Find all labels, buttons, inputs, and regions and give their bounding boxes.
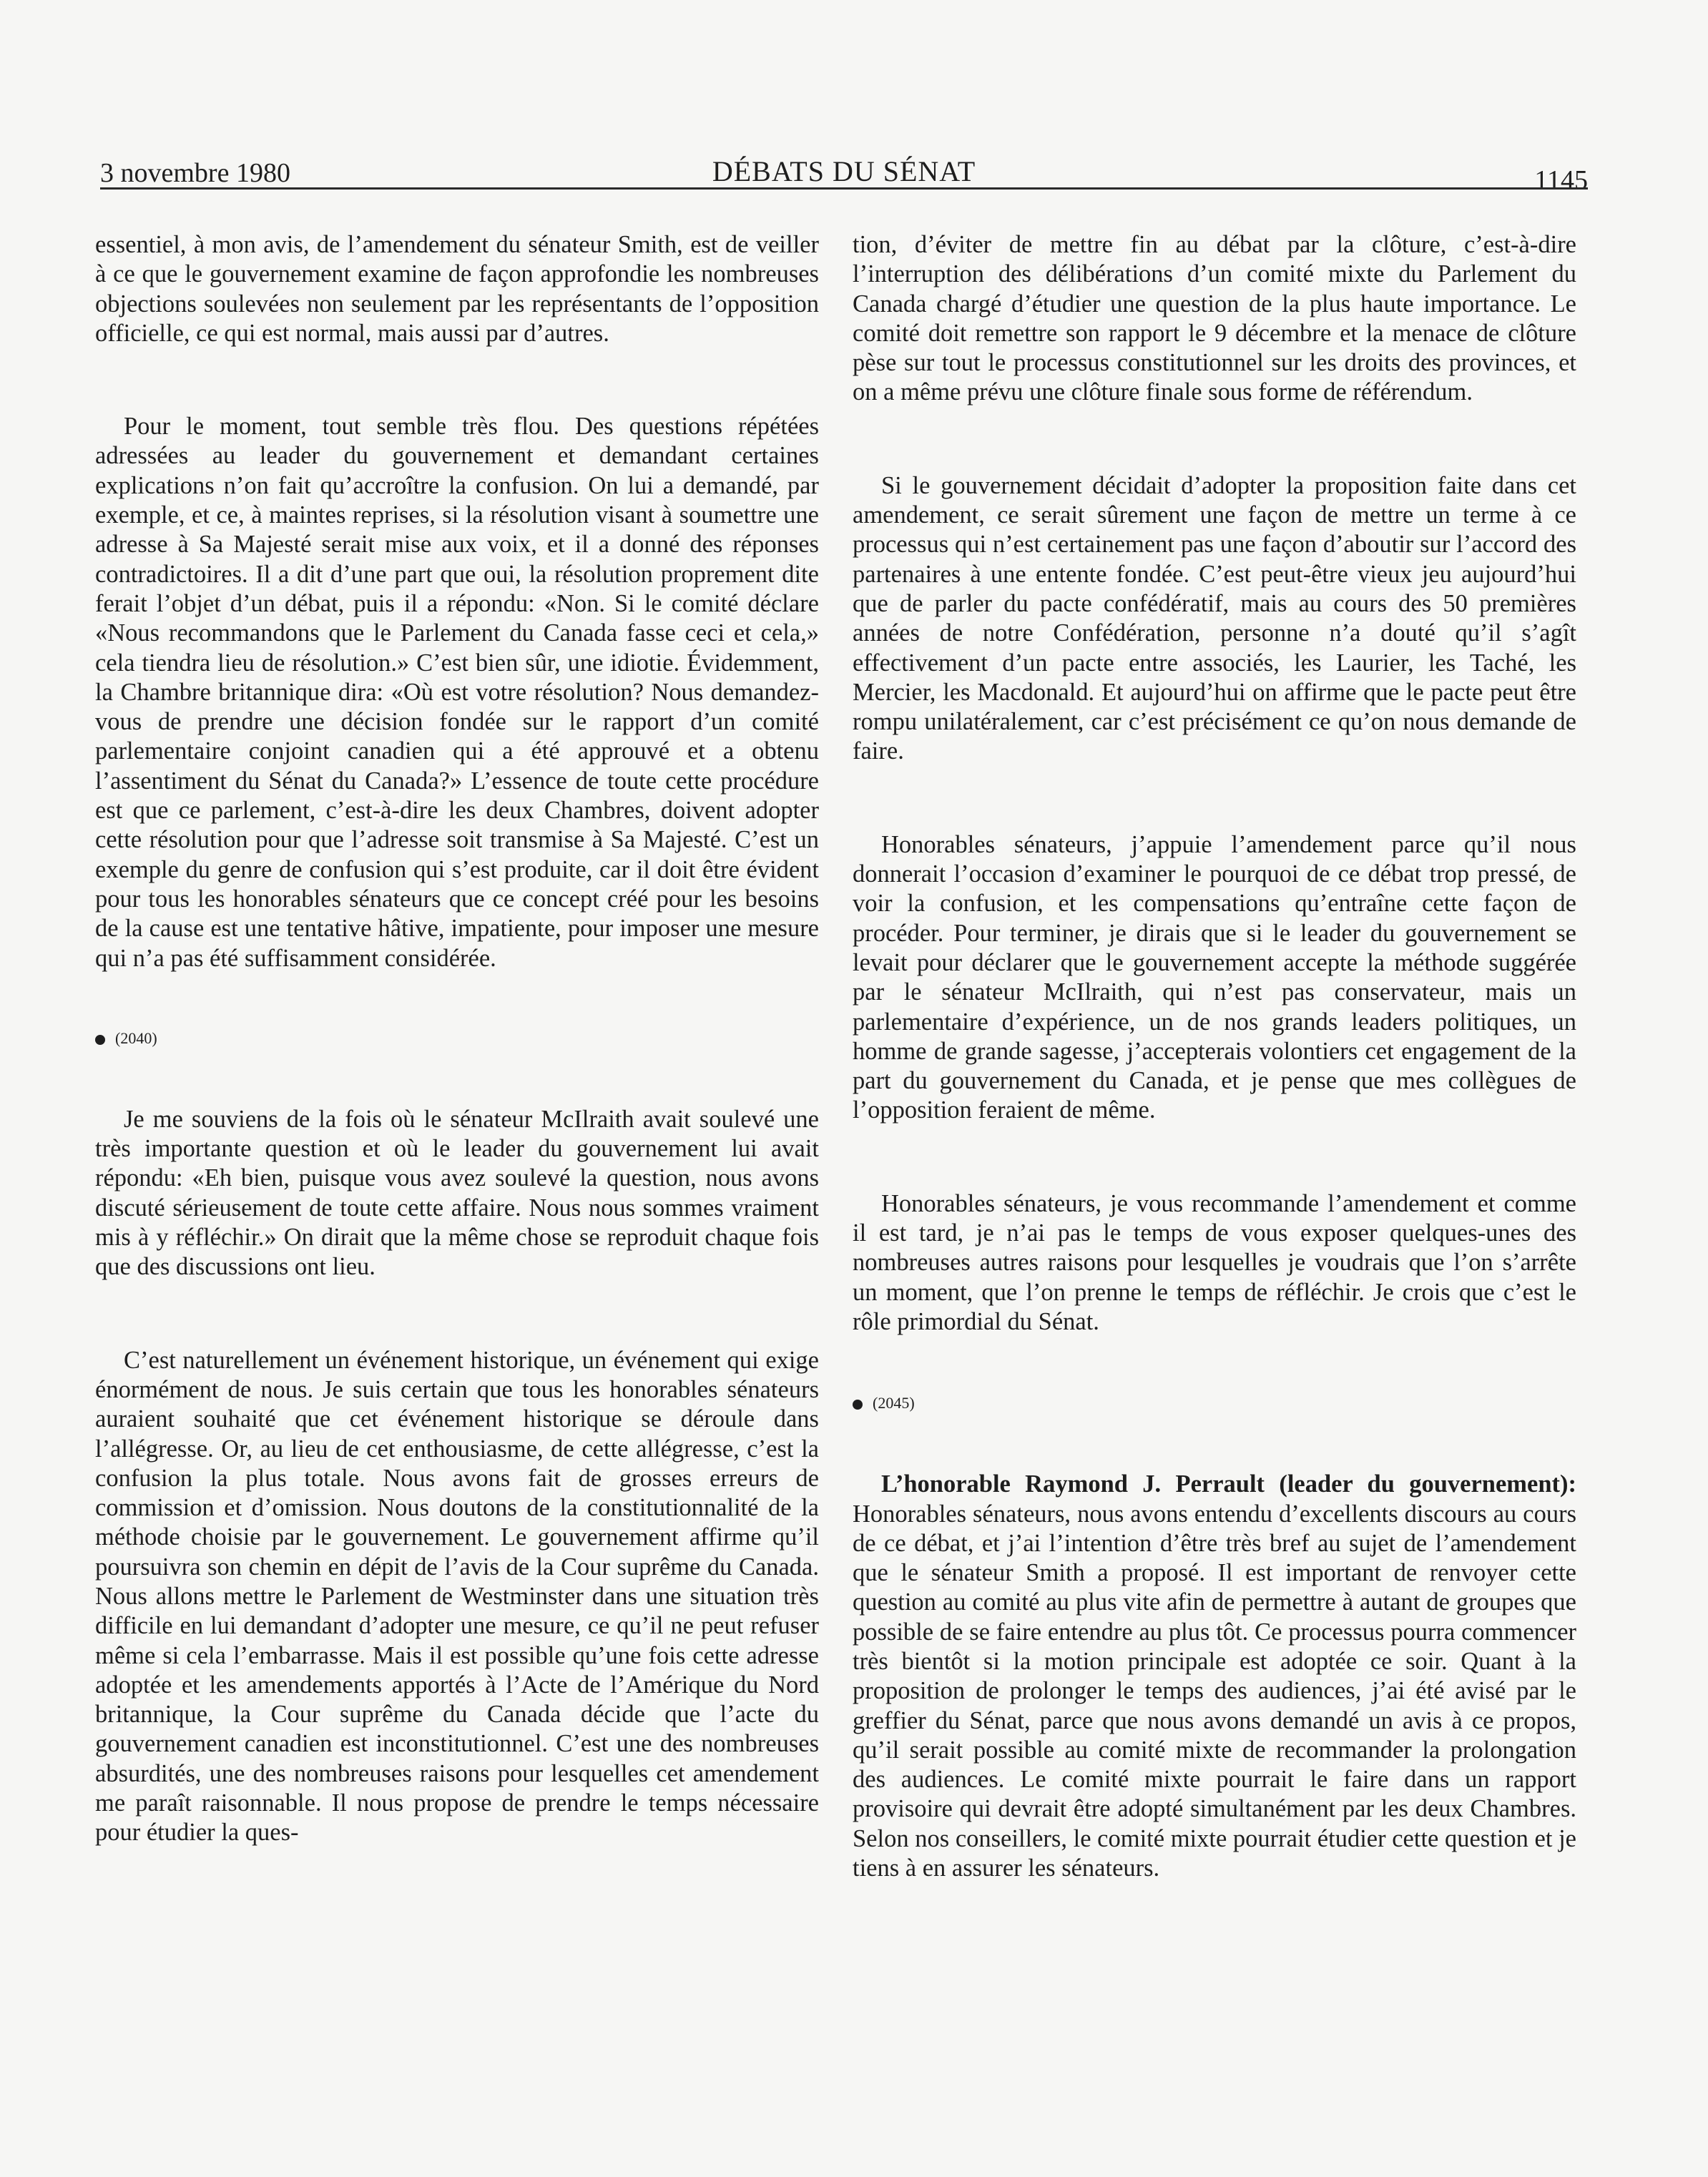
speaker-name: L’honorable Raymond J. Perrault (leader du gouvernement): (881, 1470, 1576, 1498)
paragraph: Honorables sénateurs, je vous recommande l’amendement et comme il est tard, je n’ai pas le temps de vous exposer quelques-unes des nombreuses autres raisons pour lesquelles je voudrais que l’on s’arrête un moment, que l’on prenne le temps de réfléchir. Je crois que c’est le rôle primordial du Sénat. (853, 1189, 1576, 1335)
time-marker-label: (2040) (115, 1028, 157, 1047)
header-date: 3 novembre 1980 (100, 158, 290, 188)
header-rule (100, 187, 1588, 190)
bullet-icon (853, 1400, 863, 1410)
header-title: DÉBATS DU SÉNAT (712, 155, 976, 187)
right-column (853, 230, 1576, 1883)
paragraph: Je me souviens de la fois où le sénateur McIlraith avait soulevé une très importante question et où le leader du gouvernement lui avait répondu: «Eh bien, puisque vous avez soulevé la question, nous avons discuté sérieusement de toute cette affaire. Nous nous sommes vraiment mis à y réfléchir.» On dirait que la même chose se reproduit chaque fois que des discussions ont lieu. (95, 1105, 819, 1281)
time-marker-label: (2045) (873, 1394, 915, 1412)
time-marker (853, 1392, 1576, 1414)
page-number: 1145 (1534, 165, 1588, 195)
speech-text: Honorables sénateurs, nous avons entendu d’excellents discours au cours de ce débat, et j’ai l’intention d’être très bref au sujet de l’amendement que le sénateur Smith a proposé. Il est important de renvoyer cette question au comité au plus vite afin de permettre à autant de groupes que possible de se faire entendre au plus tôt. Ce processus pourra commencer très bientôt si la motion principale est adoptée ce soir. Quant à la proposition de prolonger le temps des audiences, j’ai été avisé par le greffier du Sénat, parce que nous avons demandé un avis à ce propos, qu’il serait possible au comité mixte de recommander la prolongation des audiences. Le comité mixte pourrait le faire dans un rapport provisoire qui devrait être adopté simultanément par les deux Chambres. Selon nos conseillers, le comité mixte pourrait étudier cette question et je tiens à en assurer les sénateurs. (853, 1500, 1576, 1882)
paragraph: Honorables sénateurs, j’appuie l’amendement parce qu’il nous donnerait l’occasion d’examiner le pourquoi de ce débat trop pressé, de voir la confusion, et les compensations qu’entraîne cette façon de procéder. Pour terminer, je dirais que si le leader du gouvernement se levait pour déclarer que le gouvernement accepte la méthode suggérée par le sénateur McIlraith, qui n’est pas conservateur, mais un parlementaire d’expérience, un de nos grands leaders politiques, un homme de grande sagesse, j’accepterais volontiers cet engagement de la part du gouvernement du Canada, et je pense que mes collègues de l’opposition feraient de même. (853, 830, 1576, 1124)
left-column (95, 230, 819, 1848)
paragraph: C’est naturellement un événement historique, un événement qui exige énormément de nous. Je suis certain que tous les honorables sénateurs auraient souhaité que cet événement historique se déroule dans l’allégresse. Or, au lieu de cet enthousiasme, de cette allégresse, c’est la confusion la plus totale. Nous avons fait de grosses erreurs de commission et d’omission. Nous doutons de la constitutionnalité de la méthode choisie par le gouvernement. Le gouvernement affirme qu’il poursuivra son chemin en dépit de l’avis de la Cour suprême du Canada. Nous allons mettre le Parlement de Westminster dans une situation très difficile en lui demandant d’adopter une mesure, ce qu’il ne peut refuser même si cela l’embarrasse. Mais il est possible qu’une fois cette adresse adoptée et les amendements apportés à l’Acte de l’Amérique du Nord britannique, la Cour suprême du Canada décide que l’acte du gouvernement canadien est inconstitutionnel. C’est une des nombreuses absurdités, une des nombreuses raisons pour lesquelles cet amendement me paraît raisonnable. Il nous propose de prendre le temps nécessaire pour étudier la ques- (95, 1346, 819, 1847)
bullet-icon (95, 1035, 105, 1045)
time-marker (95, 1028, 819, 1049)
paragraph (853, 1470, 1576, 1883)
paragraph: Pour le moment, tout semble très flou. Des questions répétées adressées au leader du gouvernement et demandant certaines explications n’on fait qu’accroître la confusion. On lui a demandé, par exemple, et ce, à maintes reprises, si la résolution visant à soumettre une adresse à Sa Majesté serait mise aux voix, et il a donné des réponses contradictoires. Il a dit d’une part que oui, la résolution proprement dite ferait l’objet d’un débat, puis il a répondu: «Non. Si le comité déclare «Nous recommandons que le Parlement du Canada fasse ceci et cela,» cela tiendra lieu de résolution.» C’est bien sûr, une idiotie. Évidemment, la Chambre britannique dira: «Où est votre résolution? Nous demandez-vous de prendre une décision fondée sur le rapport d’un comité parlementaire conjoint canadien qui a été approuvé et a obtenu l’assentiment du Sénat du Canada?» L’essence de toute cette procédure est que ce parlement, c’est-à-dire les deux Chambres, doivent adopter cette résolution pour que l’adresse soit transmise à Sa Majesté. C’est un exemple du genre de confusion qui s’est produite, car il doit être évident pour tous les honorables sénateurs que ce concept créé pour les besoins de la cause est une tentative hâtive, impatiente, pour imposer une mesure qui n’a pas été suffisamment considérée. (95, 413, 819, 972)
page-header (100, 149, 1588, 195)
paragraph: Si le gouvernement décidait d’adopter la proposition faite dans cet amendement, ce serait sûrement une façon de mettre un terme à ce processus qui n’est certainement pas une façon d’aboutir sur l’accord des partenaires à une entente fondée. C’est peut-être vieux jeu aujourd’hui que de parler du pacte confédératif, mais au cours des 50 premières années de notre Confédération, personne n’a douté qu’il s’agît effectivement d’un pacte entre associés, les Laurier, les Taché, les Mercier, les Macdonald. Et aujourd’hui on affirme que le pacte peut être rompu unilatéralement, car c’est précisément ce qu’on nous demande de faire. (853, 471, 1576, 765)
paragraph: essentiel, à mon avis, de l’amendement du sénateur Smith, est de veiller à ce que le gouvernement examine de façon approfondie les nombreuses objections soulevées non seulement par les représentants de l’opposition officielle, ce qui est normal, mais aussi par d’autres. (95, 231, 819, 347)
paragraph: tion, d’éviter de mettre fin au débat par la clôture, c’est-à-dire l’interruption des délibérations d’un comité mixte du Parlement du Canada chargé d’étudier une question de la plus haute importance. Le comité doit remettre son rapport le 9 décembre et la menace de clôture pèse sur tout le processus constitutionnel sur les droits des provinces, et on a même prévu une clôture finale sous forme de référendum. (853, 231, 1576, 406)
